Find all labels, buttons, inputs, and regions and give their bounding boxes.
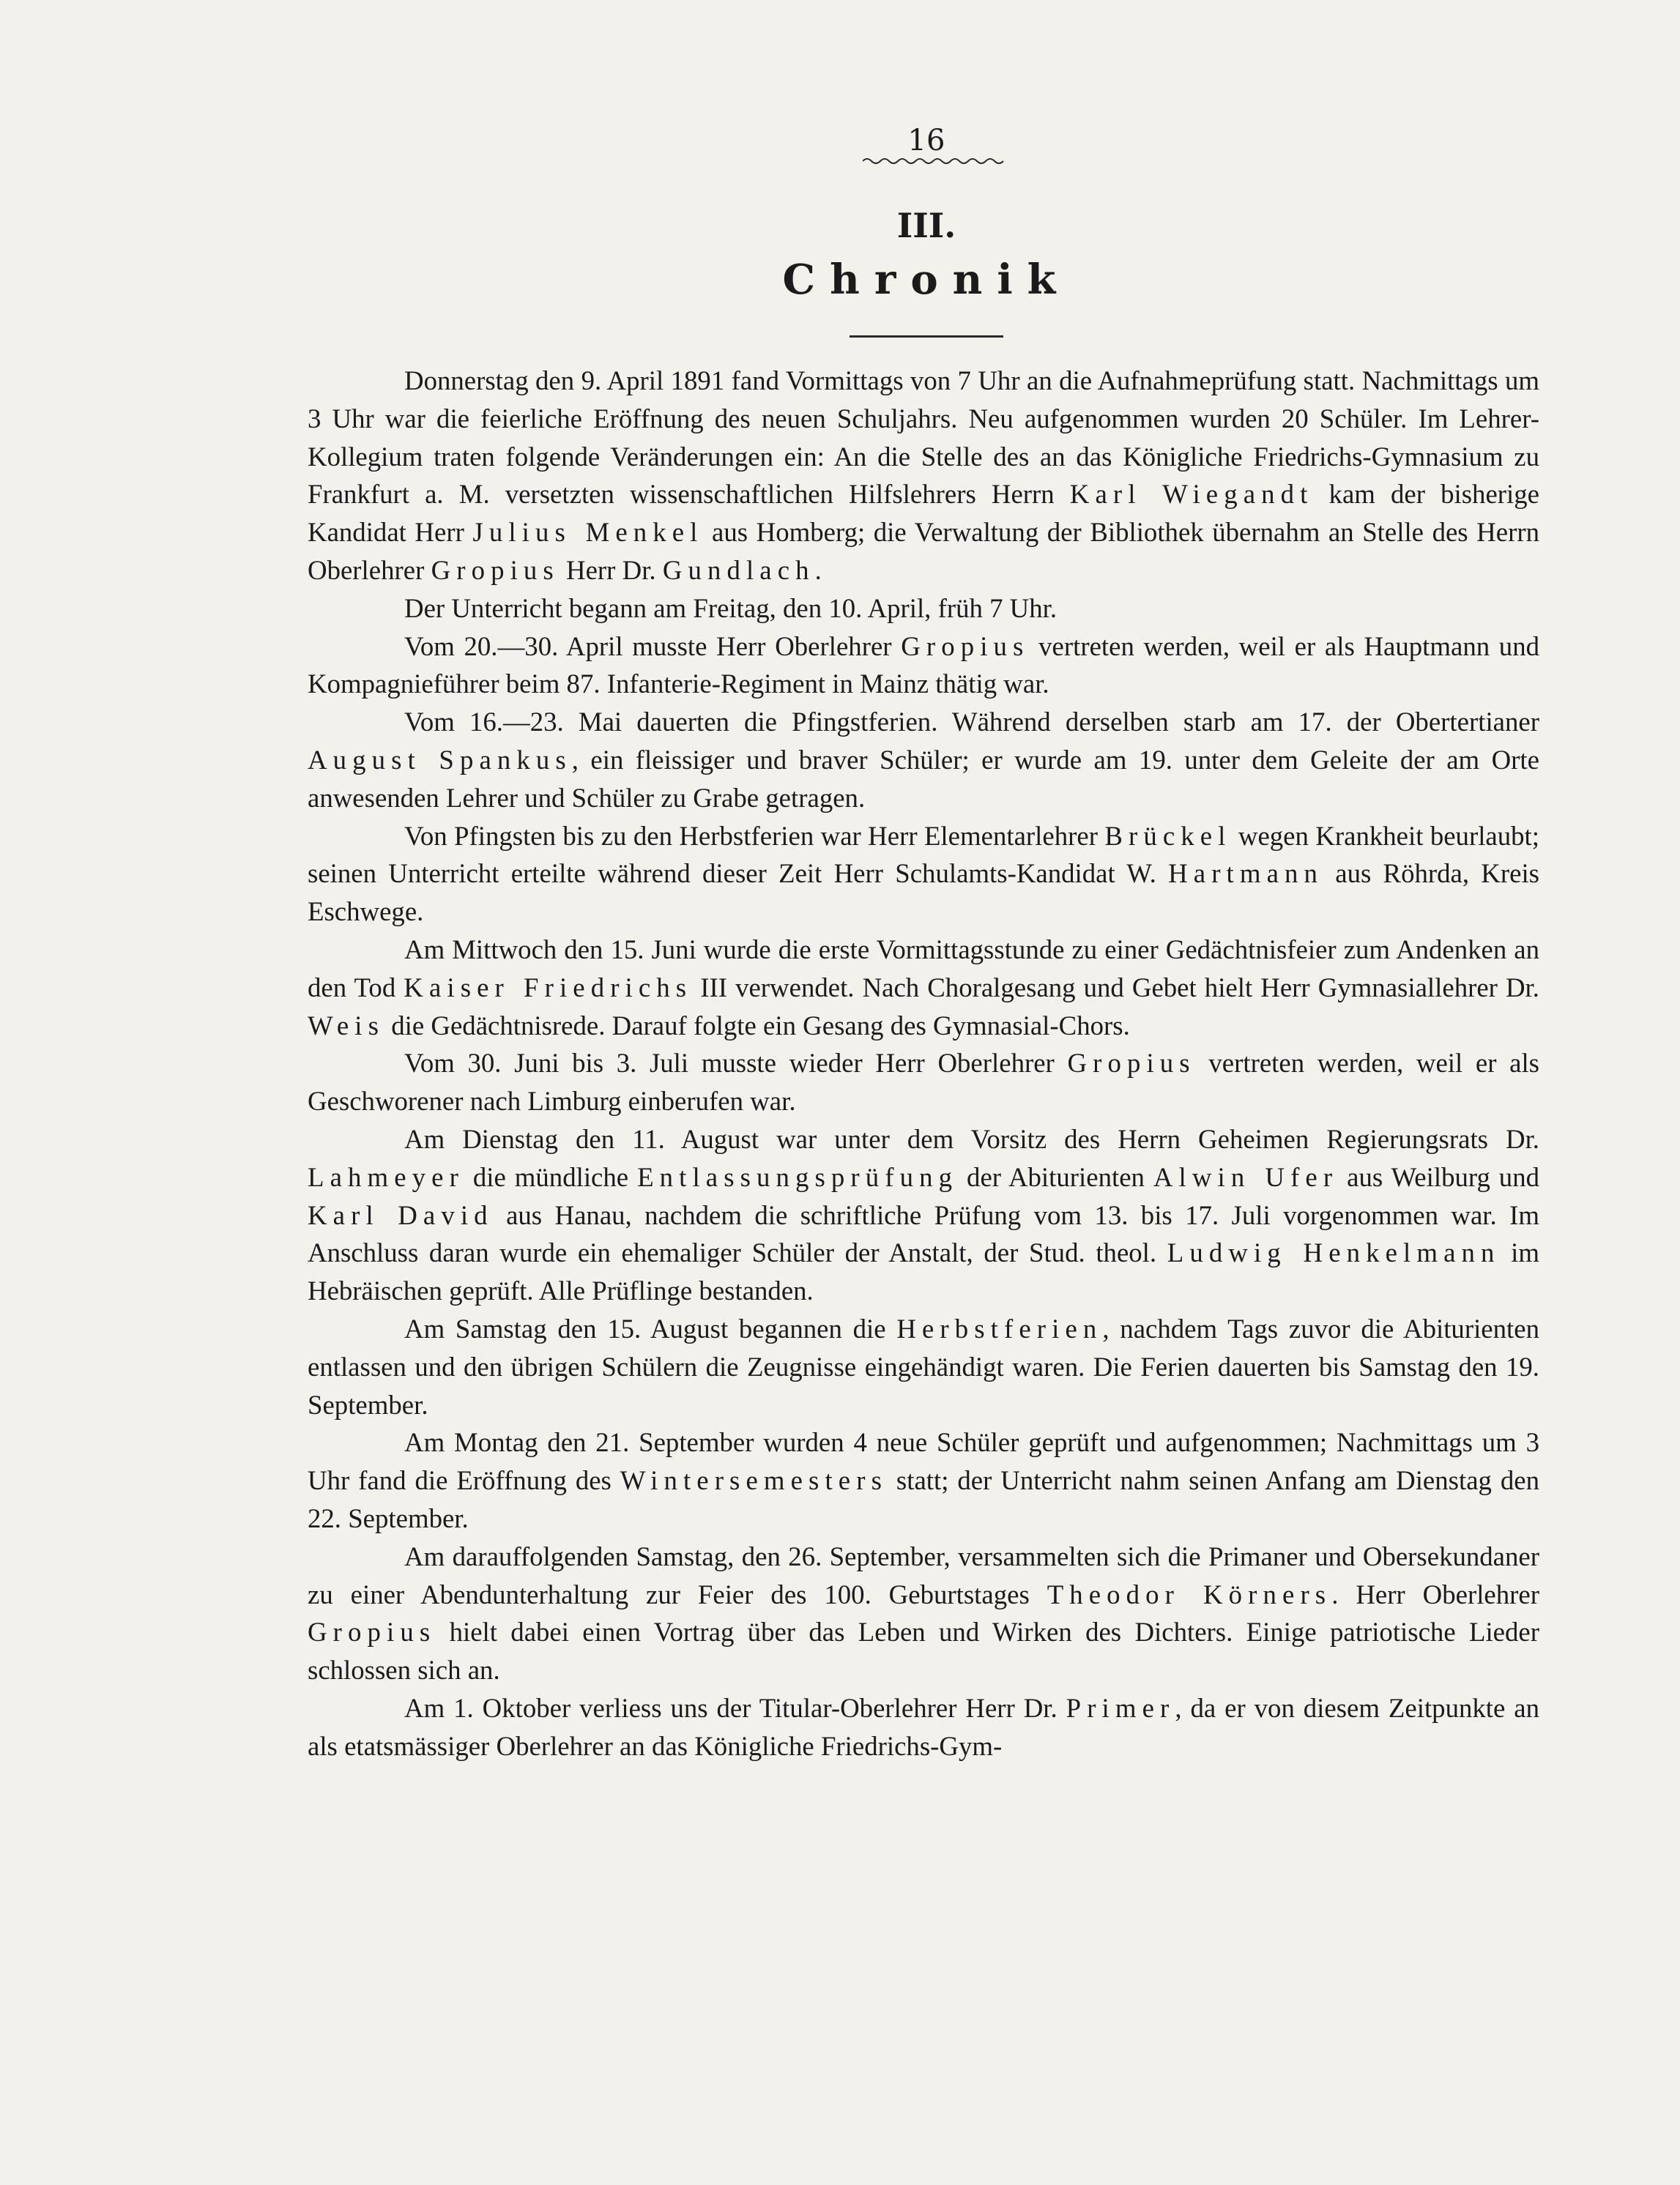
text-run: Am Mittwoch den 15. Juni wurde die erste Vormittagsstunde zu einer Gedächtnisfeier zum Andenken an den Tod bbox=[308, 934, 1539, 1002]
text-run: vertreten werden, weil er als Hauptmann und Kompagnieführer beim 87. Infanterie-Regiment in Mainz thätig war. bbox=[308, 630, 1539, 699]
text-run: Am 1. Oktober verliess uns der Titular-Oberlehrer Herr Dr. bbox=[404, 1692, 1066, 1723]
chronicle-body bbox=[308, 362, 1539, 1765]
text-run: III verwendet. Nach Choralgesang und Gebet hielt Herr Gymnasiallehrer Dr. bbox=[692, 972, 1539, 1002]
text-run: Vom 16.—23. Mai dauerten die Pfingstferien. Während derselben starb am 17. der Obertertianer bbox=[404, 707, 1539, 737]
text-run: Am Samstag den 15. August begannen die bbox=[404, 1313, 897, 1344]
text-run: aus Röhrda, Kreis Eschwege. bbox=[308, 858, 1539, 927]
text-run: , nachdem Tags zuvor die Abiturienten entlassen und den übrigen Schülern die Zeugnisse eingehändigt waren. Die Ferien dauerten bis Samstag den 19. September. bbox=[308, 1313, 1539, 1420]
spaced-name: Gropius bbox=[308, 1617, 436, 1648]
spaced-name: Theodor Körners bbox=[1047, 1579, 1332, 1609]
text-run: statt; der Unterricht nahm seinen Anfang am Dienstag den 22. September. bbox=[308, 1465, 1539, 1533]
text-run: . Herr Oberlehrer bbox=[1331, 1579, 1539, 1609]
spaced-name: Hartmann bbox=[1168, 858, 1323, 889]
spaced-name: Brückel bbox=[1104, 820, 1232, 851]
chronicle-paragraph bbox=[308, 1538, 1539, 1689]
spaced-name: Herbstferien bbox=[896, 1313, 1103, 1344]
spaced-name: Ludwig Henkelmann bbox=[1167, 1237, 1501, 1268]
chronicle-paragraph bbox=[308, 1120, 1539, 1310]
spaced-name: Karl David bbox=[308, 1199, 494, 1230]
text-run: Herr Dr. bbox=[559, 554, 663, 585]
text-run: Donnerstag den 9. April 1891 fand Vormittags von 7 Uhr an die Aufnahmeprüfung statt. Nachmittags um 3 Uhr war die feierliche Eröffnung des neuen Schuljahrs. Neu aufgenommen wurden 20 Schüler. Im Lehrer-Kollegium traten folgende Veränderungen ein: An die Stelle des an das Königliche Friedrichs-Gymnasium zu Frankfurt a. M. versetzten wissenschaftlichen Hilfslehrers Herrn bbox=[308, 365, 1539, 510]
chronicle-paragraph bbox=[308, 1310, 1539, 1423]
text-run: Am Montag den 21. September wurden 4 neue Schüler geprüft und aufgenommen; Nachmittags um 3 Uhr fand die Eröffnung des bbox=[308, 1427, 1539, 1496]
chronicle-paragraph bbox=[308, 817, 1539, 931]
chronicle-paragraph bbox=[308, 362, 1539, 589]
wavy-ornament bbox=[863, 157, 1005, 165]
text-run: kam der bisherige Kandidat Herr bbox=[308, 479, 1539, 548]
spaced-name: Kaiser Friedrichs bbox=[404, 972, 693, 1002]
chronicle-paragraph bbox=[308, 1689, 1539, 1765]
chronicle-paragraph bbox=[308, 703, 1539, 816]
spaced-name: Alwin Ufer bbox=[1153, 1161, 1339, 1192]
text-run: Am darauffolgenden Samstag, den 26. September, versammelten sich die Primaner und Obersekundaner zu einer Abendunterhaltung zur Feier des 100. Geburtstages bbox=[308, 1541, 1539, 1609]
text-run: , da er von diesem Zeitpunkte an als etatsmässiger Oberlehrer an das Königliche Friedrichs-Gym- bbox=[308, 1692, 1539, 1761]
spaced-name: August Spankus bbox=[308, 744, 572, 775]
text-run: der Abiturienten bbox=[958, 1161, 1153, 1192]
section-numeral: III. bbox=[896, 206, 956, 245]
page-number: 16 bbox=[907, 124, 945, 157]
spaced-name: Entlassungsprüfung bbox=[637, 1161, 959, 1192]
chronicle-paragraph bbox=[308, 1044, 1539, 1120]
text-run: vertreten werden, weil er als Geschworener nach Limburg einberufen war. bbox=[308, 1048, 1540, 1117]
text-run: Vom 20.—30. April musste Herr Oberlehrer bbox=[404, 630, 902, 661]
text-run: die mündliche bbox=[464, 1161, 638, 1192]
chronicle-paragraph bbox=[308, 1423, 1539, 1537]
text-run: aus Weilburg und bbox=[1338, 1161, 1539, 1192]
text-run: wegen Krankheit beurlaubt; seinen Unterricht erteilte während dieser Zeit Herr Schulamts-Kandidat W. bbox=[308, 820, 1539, 889]
text-run: . bbox=[814, 554, 822, 585]
spaced-name: Primer bbox=[1066, 1692, 1175, 1723]
text-run: aus Homberg; die Verwaltung der Bibliothek übernahm an Stelle des Herrn Oberlehrer bbox=[308, 517, 1539, 585]
text-run: Von Pfingsten bis zu den Herbstferien war Herr Elementarlehrer bbox=[404, 820, 1105, 851]
spaced-name: Lahmeyer bbox=[308, 1161, 464, 1192]
spaced-name: Gropius bbox=[1067, 1048, 1196, 1079]
chronicle-paragraph bbox=[308, 931, 1539, 1044]
chronicle-paragraph bbox=[308, 628, 1539, 704]
text-run: Am Dienstag den 11. August war unter dem Vorsitz des Herrn Geheimen Regierungsrats Dr. bbox=[404, 1123, 1539, 1154]
text-run: hielt dabei einen Vortrag über das Leben und Wirken des Dichters. Einige patriotische Lieder schlossen sich an. bbox=[308, 1617, 1539, 1686]
spaced-name: Gropius bbox=[901, 630, 1030, 661]
text-run: die Gedächtnisrede. Darauf folgte ein Gesang des Gymnasial-Chors. bbox=[384, 1010, 1130, 1041]
title-rule bbox=[850, 335, 1003, 338]
text-run: Der Unterricht begann am Freitag, den 10. April, früh 7 Uhr. bbox=[404, 592, 1058, 623]
spaced-name: Wintersemesters bbox=[620, 1465, 888, 1496]
spaced-name: Julius Menkel bbox=[472, 517, 704, 548]
text-run: , ein fleissiger und braver Schüler; er wurde am 19. unter dem Geleite der am Orte anwesenden Lehrer und Schüler zu Grabe getragen. bbox=[308, 744, 1539, 813]
spaced-name: Karl Wiegandt bbox=[1069, 479, 1314, 510]
spaced-name: Weis bbox=[308, 1010, 385, 1041]
text-run: aus Hanau, nachdem die schriftliche Prüfung vom 13. bis 17. Juli vorgenommen war. Im Anschluss daran wurde ein ehemaliger Schüler der Anstalt, der Stud. theol. bbox=[308, 1199, 1540, 1268]
spaced-name: Gundlach bbox=[662, 554, 815, 585]
text-run: im Hebräischen geprüft. Alle Prüflinge bestanden. bbox=[308, 1237, 1540, 1306]
chapter-title: Chronik bbox=[782, 256, 1071, 304]
spaced-name: Gropius bbox=[431, 554, 560, 585]
chronicle-paragraph bbox=[308, 589, 1539, 628]
text-run: Vom 30. Juni bis 3. Juli musste wieder Herr Oberlehrer bbox=[404, 1048, 1068, 1079]
